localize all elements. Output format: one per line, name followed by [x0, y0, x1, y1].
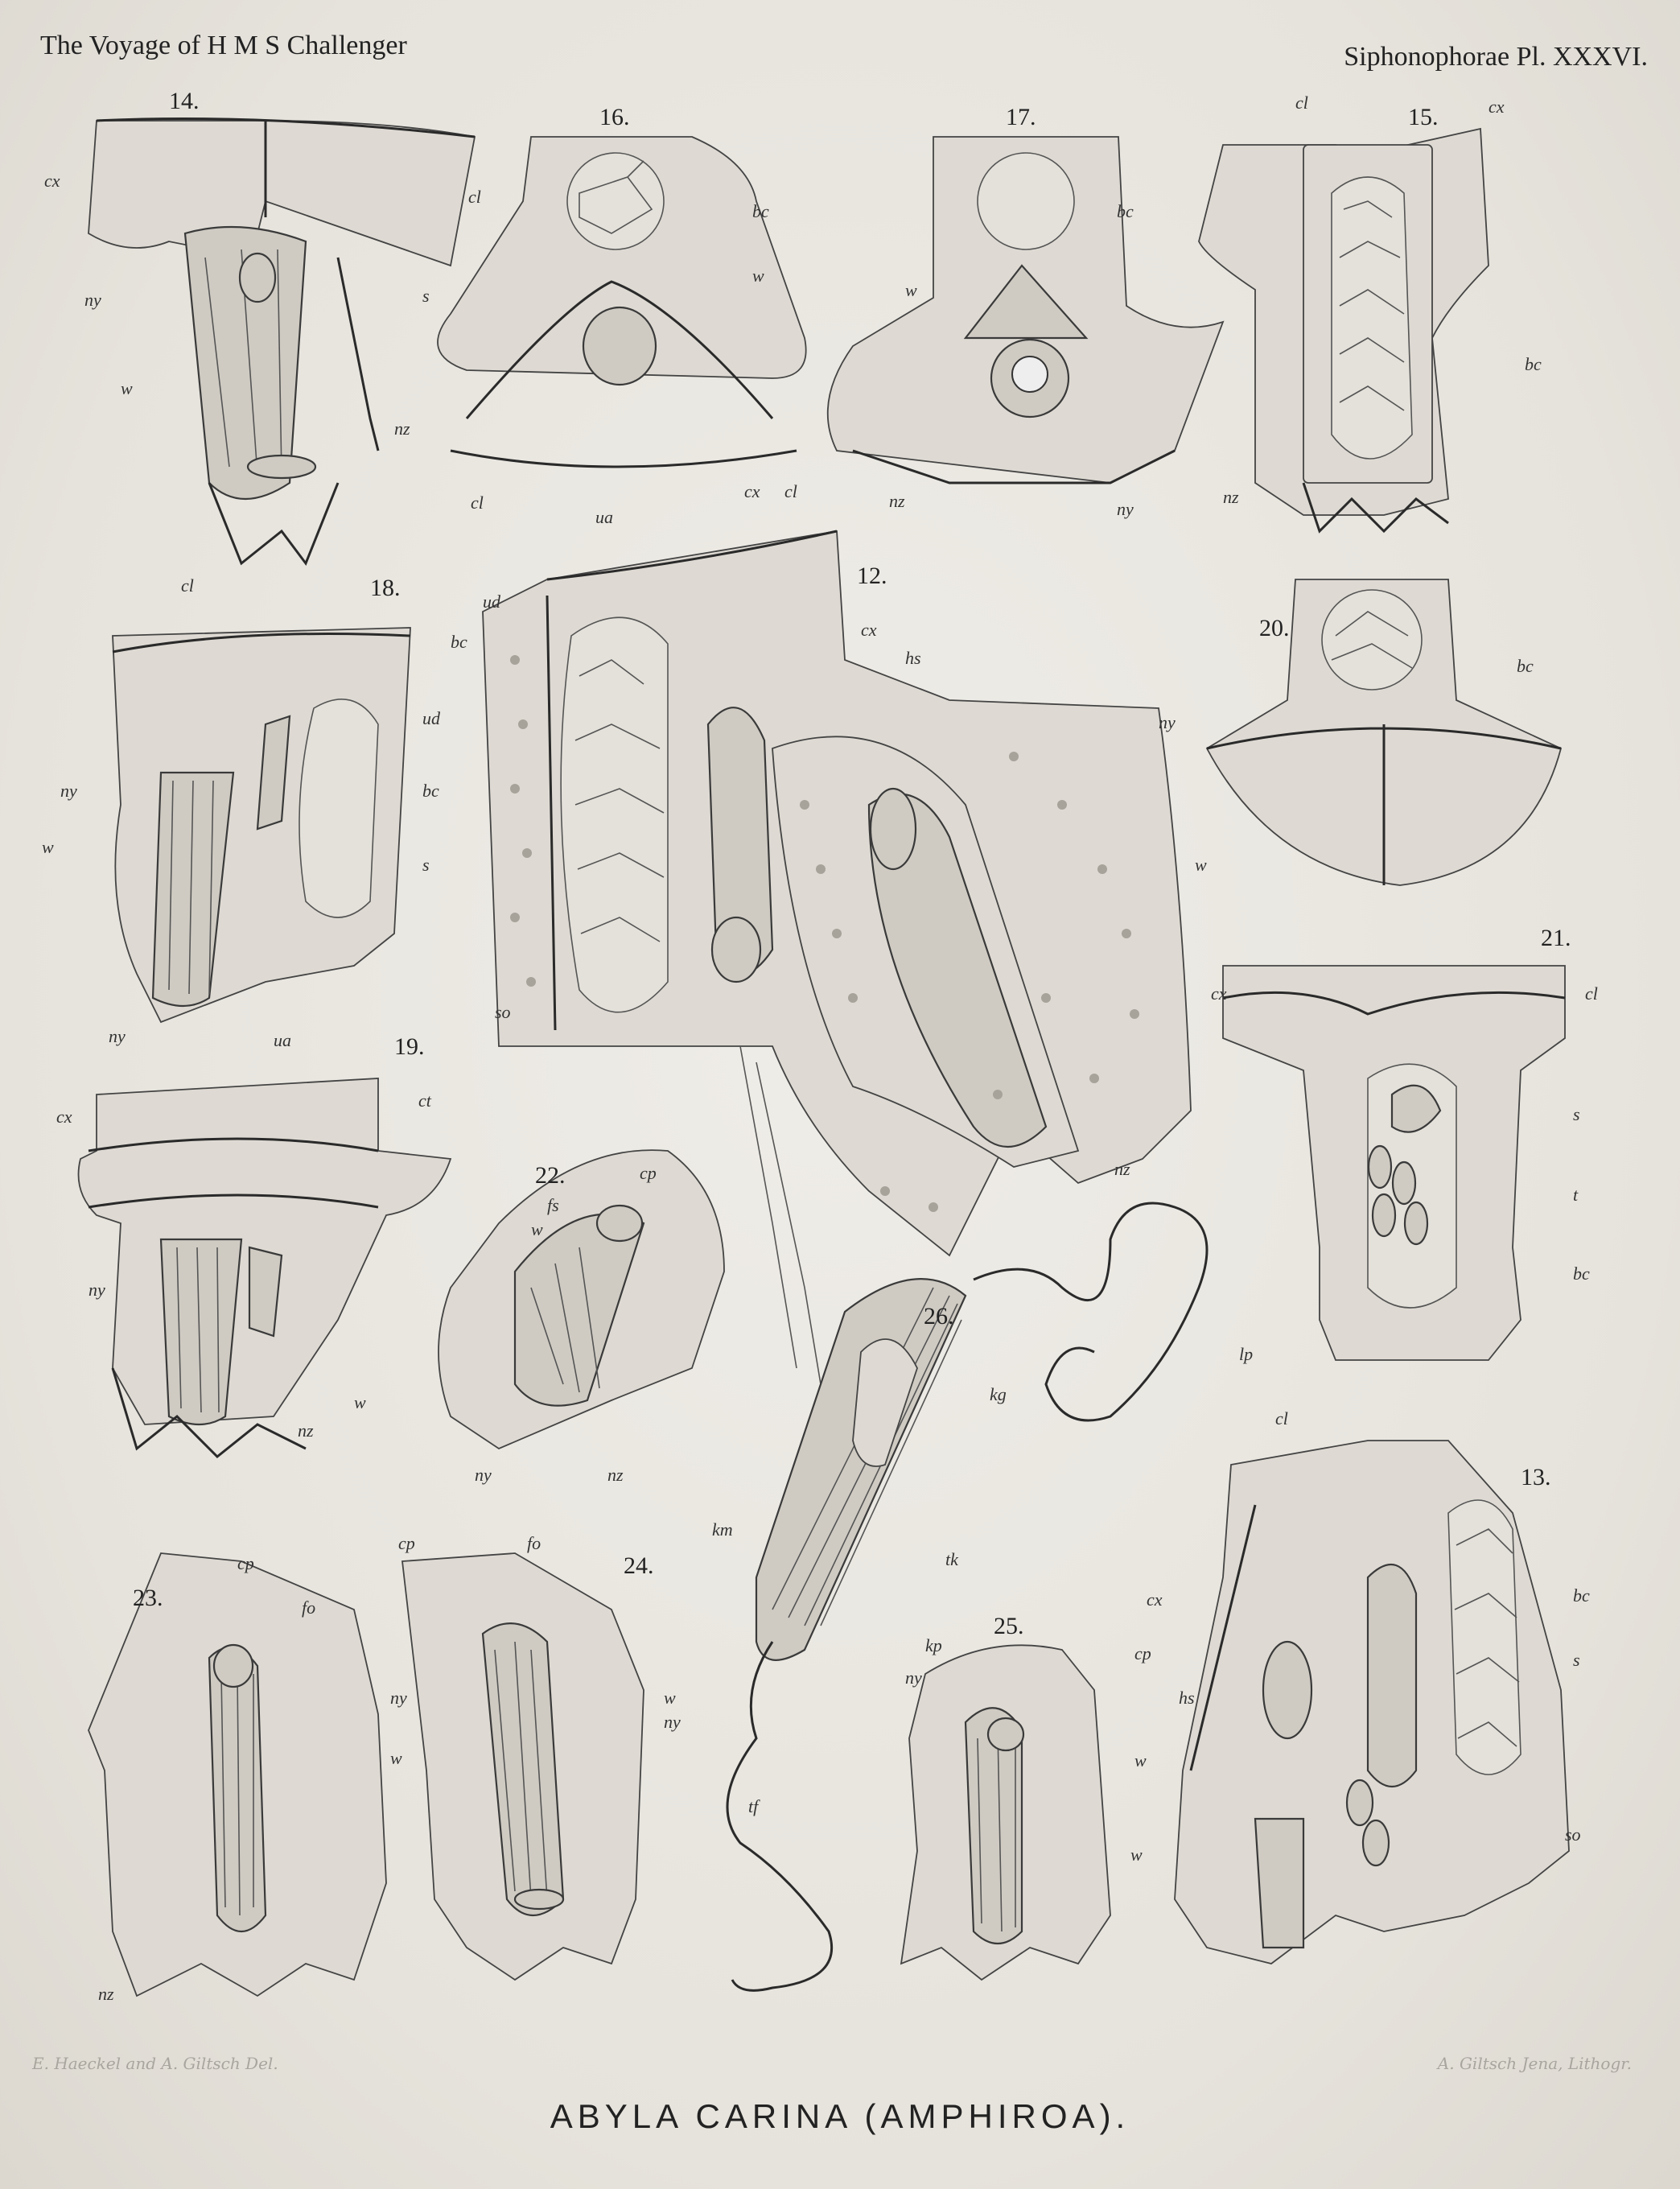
label-cl-16: cl [471, 493, 484, 513]
fig-24-number: 24. [624, 1552, 654, 1579]
label-nz-22: nz [607, 1465, 624, 1485]
label-km-26: km [712, 1519, 733, 1540]
label-w-19: w [354, 1392, 366, 1412]
figure-15 [1199, 129, 1489, 531]
label-cx-15: cx [1489, 97, 1505, 117]
label-bc-17: bc [1117, 201, 1134, 221]
label-w-22: w [531, 1219, 543, 1239]
label-s-21: s [1573, 1104, 1580, 1124]
label-w-17: w [905, 280, 917, 300]
label-w-14: w [121, 378, 133, 398]
label-w-12: w [1195, 855, 1207, 875]
label-nz-15: nz [1223, 487, 1239, 507]
label-kg-26: kg [990, 1384, 1007, 1404]
label-nz-19: nz [298, 1420, 314, 1441]
figure-17 [828, 137, 1223, 483]
label-ct-19: ct [418, 1090, 431, 1111]
fig-13-number: 13. [1521, 1464, 1551, 1490]
credit-artists: E. Haeckel and A. Giltsch Del. [32, 2054, 278, 2073]
fig-21-number: 21. [1541, 925, 1571, 951]
label-nz-23: nz [98, 1984, 114, 2004]
label-nz-14: nz [394, 418, 410, 439]
label-bc-20: bc [1517, 656, 1534, 676]
fig-25-number: 25. [994, 1613, 1024, 1639]
label-tk-26: tk [945, 1549, 958, 1569]
label-ny-19: ny [89, 1280, 105, 1300]
label-cx-19: cx [56, 1107, 72, 1127]
label-bc-18: bc [422, 781, 439, 801]
label-fo-24: fo [527, 1533, 541, 1553]
label-ny-17: ny [1117, 499, 1134, 519]
label-bc-15: bc [1525, 354, 1542, 374]
label-cx-13: cx [1147, 1589, 1163, 1610]
label-ny-23: ny [390, 1688, 407, 1708]
label-cl-15: cl [1295, 93, 1308, 113]
fig-19-number: 19. [394, 1033, 425, 1060]
label-nz-17: nz [889, 491, 905, 511]
label-ud-18: ud [422, 708, 440, 728]
label-bc-12: bc [451, 632, 467, 652]
label-kp-26: kp [925, 1635, 942, 1655]
figure-18 [113, 628, 410, 1022]
label-ny-14: ny [84, 290, 101, 310]
header-plate-number: Siphonophorae Pl. XXXVI. [1344, 42, 1648, 72]
label-cp-24: cp [398, 1533, 415, 1553]
label-cp-23: cp [237, 1553, 254, 1573]
figure-16 [438, 137, 806, 467]
credit-lithographer: A. Giltsch Jena, Lithogr. [1437, 2054, 1632, 2073]
label-ny-22: ny [475, 1465, 492, 1485]
label-ny-18: ny [60, 781, 77, 801]
label-fs-22: fs [547, 1195, 559, 1215]
label-lp-26: lp [1239, 1344, 1254, 1364]
label-bc-21: bc [1573, 1264, 1590, 1284]
label-tf-26: tf [748, 1796, 759, 1816]
figure-25 [901, 1645, 1110, 1980]
fig-26-number: 26. [924, 1303, 954, 1329]
label-t-21: t [1573, 1185, 1579, 1205]
fig-17-number: 17. [1006, 104, 1036, 130]
label-ny-12: ny [1159, 712, 1176, 732]
fig-14-number: 14. [169, 88, 200, 114]
label-so-13: so [1565, 1824, 1581, 1845]
label-w-16: w [752, 266, 764, 286]
label-ua-19: ua [274, 1030, 291, 1050]
figure-14 [89, 119, 475, 564]
label-w-13: w [1130, 1845, 1143, 1865]
label-cl-14: cl [468, 187, 481, 207]
label-cx-12: cx [861, 620, 877, 640]
figure-22 [439, 1150, 724, 1449]
figure-24 [402, 1553, 644, 1980]
label-cl-18: cl [181, 575, 194, 596]
fig-15-number: 15. [1408, 104, 1439, 130]
label-s-14: s [422, 286, 430, 306]
fig-20-number: 20. [1259, 615, 1290, 641]
fig-16-number: 16. [599, 104, 630, 130]
label-s-13: s [1573, 1650, 1580, 1670]
label-cx-14: cx [44, 171, 60, 191]
figure-23 [89, 1553, 386, 1996]
label-cl-13: cl [1275, 1408, 1288, 1428]
label-bc-13: bc [1573, 1585, 1590, 1606]
label-cx-21: cx [1211, 983, 1227, 1004]
label-nz-12: nz [1114, 1159, 1130, 1179]
figure-13 [1175, 1441, 1569, 1964]
label-w-25: w [1134, 1750, 1147, 1771]
fig-12-number: 12. [857, 563, 887, 589]
label-hs-12: hs [905, 648, 921, 668]
label-ud-12: ud [483, 592, 500, 612]
label-cx-16: cx [744, 481, 760, 501]
label-w-18: w [42, 837, 54, 857]
fig-22-number: 22. [535, 1162, 566, 1189]
label-ny-25: ny [905, 1668, 922, 1688]
label-bc-16: bc [752, 201, 769, 221]
fig-18-number: 18. [370, 575, 401, 601]
label-so-12: so [495, 1002, 511, 1022]
header-voyage-title: The Voyage of H M S Challenger [40, 31, 407, 60]
label-ua-12: ua [595, 507, 613, 527]
label-cl-12: cl [784, 481, 797, 501]
label-fo-23: fo [302, 1597, 316, 1618]
label-w-23: w [390, 1748, 402, 1768]
label-s-18: s [422, 855, 430, 875]
label-cp-22: cp [640, 1163, 657, 1183]
label-ny-18b: ny [109, 1026, 126, 1046]
label-cl-21: cl [1585, 983, 1598, 1004]
label-hs-13: hs [1179, 1688, 1195, 1708]
label-cp-25: cp [1134, 1643, 1151, 1663]
plate-title: ABYLA CARINA (AMPHIROA). [550, 2097, 1130, 2135]
figure-19 [79, 1078, 451, 1457]
fig-23-number: 23. [133, 1585, 163, 1611]
label-w-24: w [664, 1688, 676, 1708]
label-ny-24: ny [664, 1712, 681, 1732]
figure-21 [1223, 966, 1565, 1360]
